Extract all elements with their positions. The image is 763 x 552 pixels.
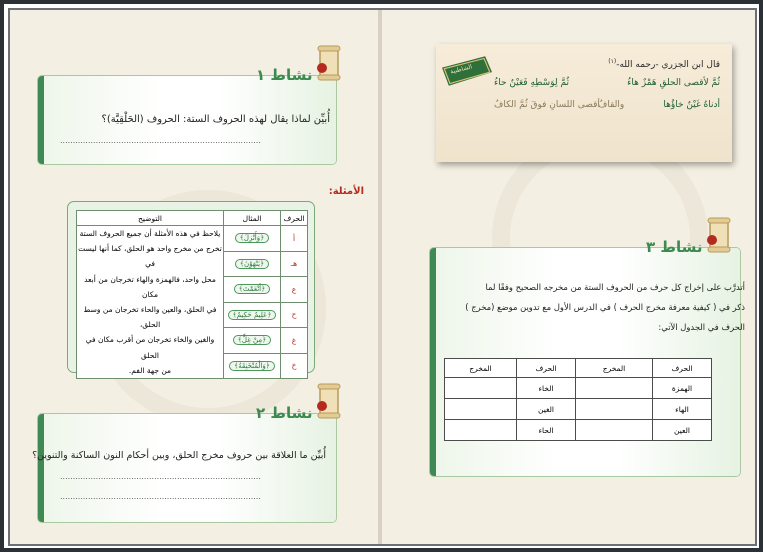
- header-letter: الحرف: [653, 359, 712, 378]
- explanation-line: يلاحظ في هذه الأمثلة أن جميع الحروف الستة: [79, 229, 221, 238]
- examples-table: [76, 210, 308, 379]
- row-example-cell: [224, 328, 281, 354]
- row-example-cell: [224, 353, 281, 379]
- letter-cell: الهمزة: [653, 378, 712, 399]
- activity2-badge: نشاط ٢: [256, 404, 313, 422]
- answer-cell[interactable]: [445, 399, 517, 420]
- scroll-icon: [700, 216, 740, 256]
- row-example-cell: [224, 226, 281, 252]
- row-example: ﴿مِنْ غِلٍّ﴾: [233, 335, 271, 345]
- letter-cell: الحاء: [517, 420, 576, 441]
- scroll-icon: [310, 382, 350, 422]
- explanation-line: محل واحد، فالهمزة والهاء تخرجان من أبعد مكان: [84, 274, 216, 299]
- activity1-badge: نشاط ١: [256, 66, 313, 84]
- row-example: ﴿يَنْهَوْنَ﴾: [235, 259, 269, 269]
- verse-line1-right: ثُمَّ لأقصى الحلقِ هَمْزٌ هاءُ: [627, 78, 720, 88]
- examples-table-header: [77, 211, 308, 226]
- header-letter: الحرف: [517, 359, 576, 378]
- table-row: [445, 378, 712, 399]
- poem-intro-text: قال ابن الجزري -رحمه الله-: [616, 60, 720, 70]
- verse-line2-mid: والقافُ: [598, 100, 625, 110]
- letter-cell: العين: [653, 420, 712, 441]
- explanation-line: والغين والخاء تخرجان من أقرب مكان في الحلق: [85, 335, 215, 360]
- answer-cell[interactable]: [445, 378, 517, 399]
- row-example-cell: [224, 277, 281, 303]
- poem-footnote: (١): [608, 58, 617, 65]
- scroll-icon: [310, 44, 350, 84]
- verse-line1-left: ثُمَّ لِوَسْطِهِ فَعَيْنٌ حاءُ: [494, 78, 569, 88]
- row-letter: ح: [281, 302, 308, 328]
- book-spread: [8, 8, 757, 546]
- activity1-question: أُبيِّن لماذا يقال لهذه الحروف الستة: الحروف (الحَلْقِيَّة)؟: [101, 114, 330, 125]
- row-example-cell: [224, 251, 281, 277]
- row-letter: غ: [281, 328, 308, 354]
- activity1-answer-dots: ...............................................................................: [60, 136, 261, 145]
- row-letter: ع: [281, 277, 308, 303]
- row-example-cell: [224, 302, 281, 328]
- activity2-box: [38, 414, 336, 522]
- explanation-line: في الحلق، والعين والحاء تخرجان من وسط الحلق،: [83, 305, 217, 330]
- letter-cell: الخاء: [517, 378, 576, 399]
- explanation-line: تخرج من مخرج واحد هو الحلق، كما أنها ليست في: [78, 244, 222, 269]
- left-page: [10, 10, 380, 544]
- activity3-line2: ذكر في ( كيفية معرفة مخرج الحرف ) في الدرس الأول مع تدوين موضع (مخرج ): [465, 302, 745, 312]
- activity2-answer-dots-1: ...............................................................................: [60, 472, 261, 481]
- row-example: ﴿عَلِيمٌ حَكِيمٌ﴾: [228, 310, 277, 320]
- activity2-answer-dots-2: ...............................................................................: [60, 492, 261, 501]
- poem-intro: [608, 58, 720, 70]
- examples-heading: الأمثلة:: [328, 186, 364, 197]
- right-page: [382, 10, 755, 544]
- verse-line2-right: أدناهُ غَيْنٌ خاؤُها: [663, 100, 720, 110]
- activity3-line1: أتدرَّب على إخراج كل حرف من الحروف الستة من مخرجه الصحيح وفقًا لما: [485, 282, 745, 292]
- row-letter: خ: [281, 353, 308, 379]
- letter-cell: الغين: [517, 399, 576, 420]
- verse-line2-left: أقصى اللسانِ فوقَ ثُمَّ الكافُ: [494, 100, 600, 110]
- row-example: ﴿وَالْمُنْخَنِقَةُ﴾: [229, 361, 275, 371]
- poem-card: [436, 44, 732, 162]
- letter-cell: الهاء: [653, 399, 712, 420]
- training-table-header: [445, 359, 712, 378]
- explanation-line: من جهة الفم.: [128, 365, 172, 375]
- header-example: المثال: [224, 211, 281, 226]
- header-letter: الحرف: [281, 211, 308, 226]
- table-row: [77, 226, 308, 252]
- training-table: [444, 358, 712, 441]
- activity2-question: أُبيِّن ما العلاقة بين حروف مخرج الحلق، وبين أحكام النون الساكنة والتنوين؟: [32, 450, 326, 461]
- row-example: ﴿أَنْعَمْتَ﴾: [234, 284, 270, 294]
- row-letter: هـ: [281, 251, 308, 277]
- header-articulation: المخرج: [445, 359, 517, 378]
- answer-cell[interactable]: [576, 420, 653, 441]
- activity3-badge: نشاط ٣: [646, 238, 703, 256]
- answer-cell[interactable]: [445, 420, 517, 441]
- header-articulation: المخرج: [576, 359, 653, 378]
- table-row: [445, 399, 712, 420]
- row-example: ﴿وَأُنْزِلَ﴾: [235, 233, 269, 243]
- header-explanation: التوضيح: [77, 211, 224, 226]
- activity3-line3: الحرف في الجدول الآتي:: [658, 322, 745, 332]
- explanation-cell: [77, 226, 224, 379]
- table-row: [445, 420, 712, 441]
- poem-tag: الشاطبية: [449, 63, 473, 76]
- answer-cell[interactable]: [576, 378, 653, 399]
- row-letter: أ: [281, 226, 308, 252]
- answer-cell[interactable]: [576, 399, 653, 420]
